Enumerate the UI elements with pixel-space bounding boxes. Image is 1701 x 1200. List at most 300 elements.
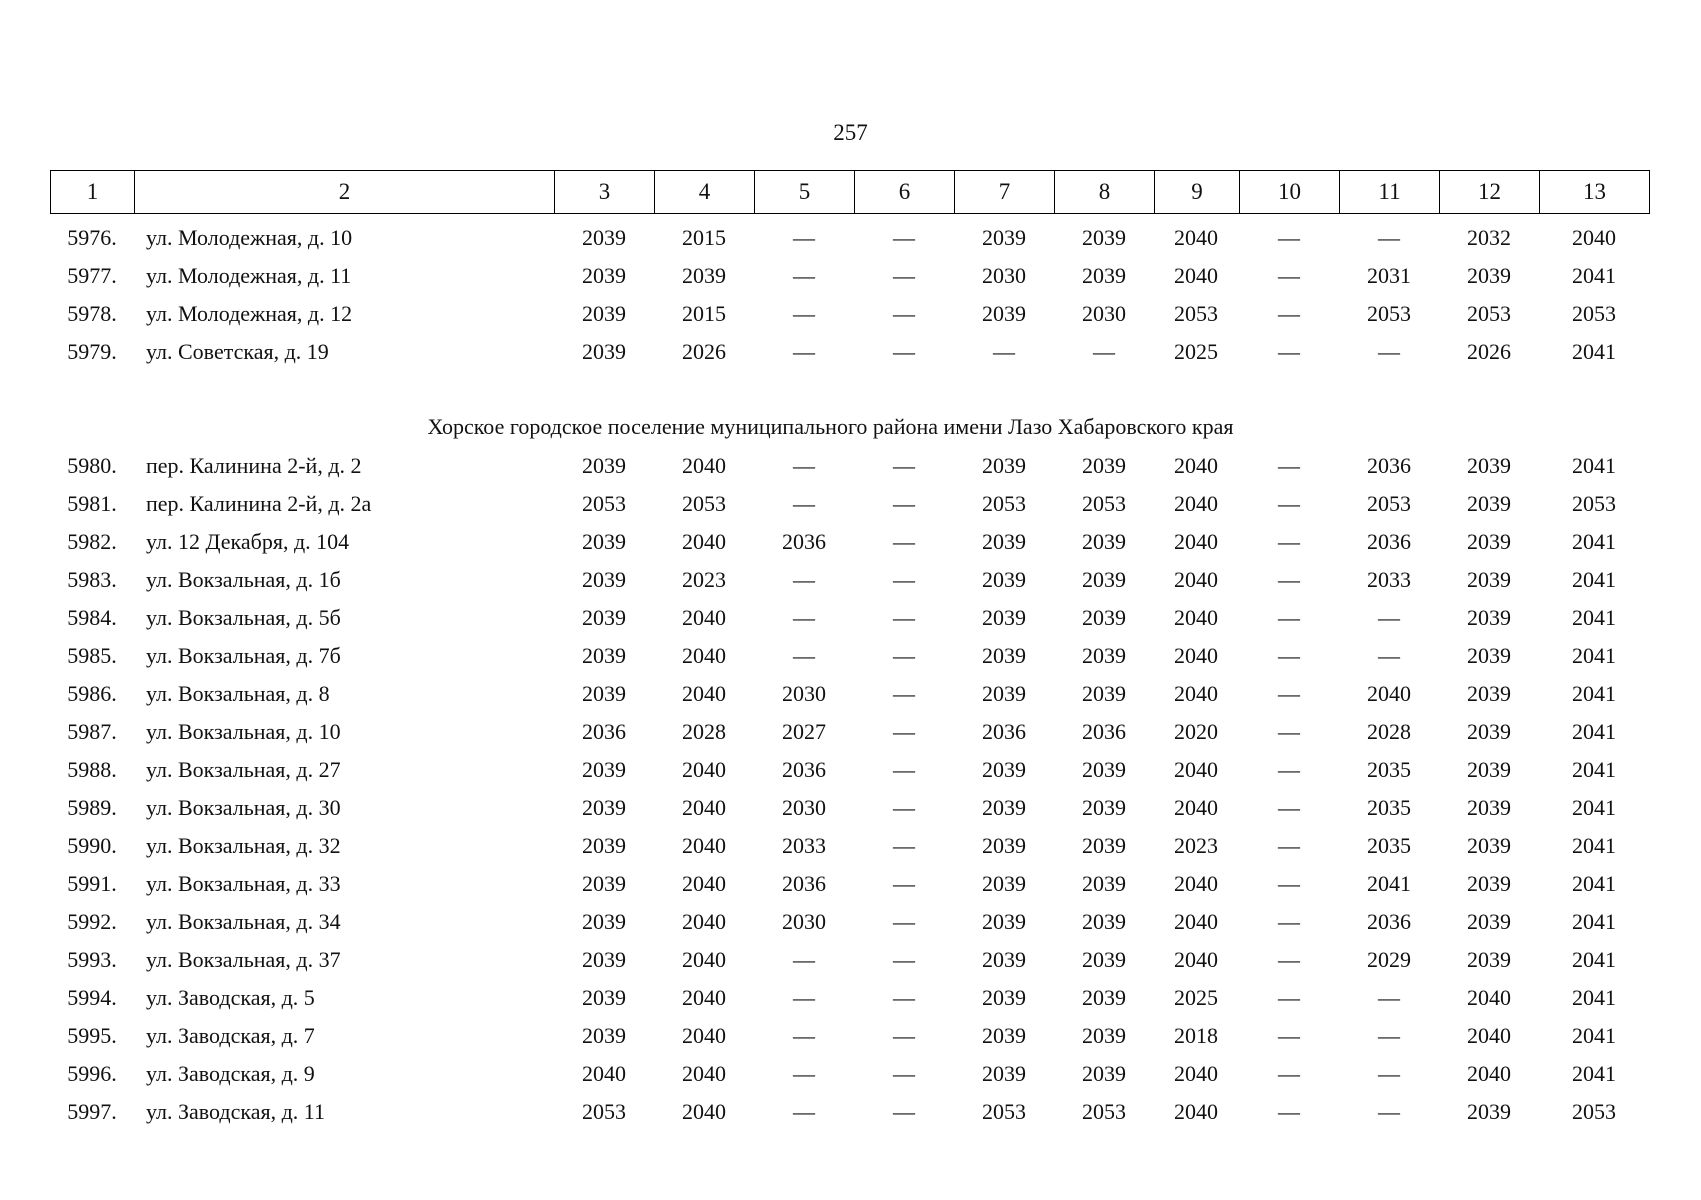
row-value-col-7: 2036: [982, 719, 1026, 744]
row-value-col-13: 2041: [1572, 339, 1616, 364]
row-value-col-3: 2039: [582, 567, 626, 592]
table-row: [0, 296, 1701, 332]
row-value-col-10: —: [1278, 833, 1300, 858]
row-value-col-9: 2040: [1174, 1099, 1218, 1124]
table-header-row: [50, 170, 1650, 214]
row-value-col-6: —: [893, 909, 915, 934]
row-number: 5995.: [67, 1023, 117, 1048]
row-address: ул. Заводская, д. 9: [146, 1061, 315, 1086]
table-row: [0, 1056, 1701, 1092]
row-value-col-4: 2040: [682, 643, 726, 668]
row-address: ул. Вокзальная, д. 27: [146, 757, 341, 782]
row-value-col-8: 2039: [1082, 567, 1126, 592]
table-row: [0, 866, 1701, 902]
row-value-col-6: —: [893, 225, 915, 250]
row-value-col-9: 2040: [1174, 681, 1218, 706]
row-value-col-5: —: [793, 339, 815, 364]
row-value-col-6: —: [893, 833, 915, 858]
header-col-5: 5: [755, 171, 855, 213]
row-value-col-4: 2040: [682, 757, 726, 782]
row-value-col-12: 2039: [1467, 719, 1511, 744]
table-row: [0, 790, 1701, 826]
row-value-col-12: 2039: [1467, 795, 1511, 820]
row-address: ул. Молодежная, д. 12: [146, 301, 353, 326]
table-row: [0, 904, 1701, 940]
table-row: [0, 714, 1701, 750]
row-value-col-7: 2039: [982, 681, 1026, 706]
row-value-col-3: 2039: [582, 909, 626, 934]
row-value-col-5: —: [793, 1099, 815, 1124]
row-value-col-13: 2041: [1572, 1023, 1616, 1048]
table-row: [0, 334, 1701, 370]
header-col-1: 1: [51, 171, 135, 213]
row-value-col-10: —: [1278, 985, 1300, 1010]
row-value-col-5: —: [793, 453, 815, 478]
row-value-col-9: 2040: [1174, 795, 1218, 820]
row-value-col-9: 2040: [1174, 225, 1218, 250]
row-value-col-9: 2040: [1174, 1061, 1218, 1086]
row-number: 5984.: [67, 605, 117, 630]
row-value-col-7: 2053: [982, 1099, 1026, 1124]
row-value-col-13: 2041: [1572, 567, 1616, 592]
row-value-col-12: 2039: [1467, 947, 1511, 972]
row-number: 5981.: [67, 491, 117, 516]
row-value-col-12: 2032: [1467, 225, 1511, 250]
row-value-col-11: 2041: [1367, 871, 1411, 896]
section-title: Хорское городское поселение муниципального района имени Лазо Хабаровского края: [427, 414, 1234, 439]
row-value-col-12: 2026: [1467, 339, 1511, 364]
row-value-col-12: 2039: [1467, 871, 1511, 896]
row-value-col-3: 2053: [582, 1099, 626, 1124]
row-value-col-12: 2039: [1467, 1099, 1511, 1124]
header-col-12: 12: [1440, 171, 1540, 213]
row-value-col-4: 2039: [682, 263, 726, 288]
row-value-col-13: 2041: [1572, 681, 1616, 706]
row-value-col-13: 2041: [1572, 757, 1616, 782]
row-value-col-12: 2039: [1467, 605, 1511, 630]
row-address: ул. Вокзальная, д. 30: [146, 795, 341, 820]
row-value-col-3: 2039: [582, 757, 626, 782]
row-value-col-9: 2040: [1174, 605, 1218, 630]
row-value-col-8: 2030: [1082, 301, 1126, 326]
row-value-col-6: —: [893, 947, 915, 972]
row-value-col-8: 2039: [1082, 453, 1126, 478]
row-value-col-4: 2040: [682, 947, 726, 972]
row-value-col-11: —: [1378, 643, 1400, 668]
row-address: ул. Советская, д. 19: [146, 339, 329, 364]
row-value-col-5: 2036: [782, 529, 826, 554]
row-value-col-11: 2053: [1367, 301, 1411, 326]
row-number: 5987.: [67, 719, 117, 744]
row-address: ул. Вокзальная, д. 5б: [146, 605, 341, 630]
table-row: [0, 220, 1701, 256]
row-number: 5986.: [67, 681, 117, 706]
row-value-col-13: 2041: [1572, 871, 1616, 896]
row-number: 5993.: [67, 947, 117, 972]
row-value-col-13: 2041: [1572, 605, 1616, 630]
row-value-col-9: 2040: [1174, 567, 1218, 592]
row-value-col-9: 2040: [1174, 909, 1218, 934]
row-value-col-9: 2040: [1174, 871, 1218, 896]
row-value-col-3: 2039: [582, 225, 626, 250]
row-value-col-4: 2040: [682, 985, 726, 1010]
row-number: 5976.: [67, 225, 117, 250]
row-value-col-8: 2039: [1082, 833, 1126, 858]
table-row: [0, 258, 1701, 294]
table-row: [0, 1018, 1701, 1054]
row-address: ул. Молодежная, д. 11: [146, 263, 352, 288]
row-value-col-6: —: [893, 643, 915, 668]
row-number: 5980.: [67, 453, 117, 478]
row-value-col-11: —: [1378, 339, 1400, 364]
row-value-col-13: 2053: [1572, 491, 1616, 516]
row-value-col-3: 2039: [582, 871, 626, 896]
row-value-col-11: 2028: [1367, 719, 1411, 744]
row-address: ул. Вокзальная, д. 33: [146, 871, 341, 896]
header-col-4: 4: [655, 171, 755, 213]
row-value-col-10: —: [1278, 1061, 1300, 1086]
row-value-col-5: —: [793, 985, 815, 1010]
row-value-col-12: 2039: [1467, 263, 1511, 288]
row-address: пер. Калинина 2-й, д. 2а: [146, 491, 372, 516]
row-value-col-11: 2035: [1367, 757, 1411, 782]
row-number: 5990.: [67, 833, 117, 858]
row-number: 5992.: [67, 909, 117, 934]
row-value-col-8: 2053: [1082, 491, 1126, 516]
row-address: ул. Заводская, д. 7: [146, 1023, 315, 1048]
row-value-col-3: 2039: [582, 1023, 626, 1048]
row-value-col-9: 2040: [1174, 757, 1218, 782]
row-value-col-10: —: [1278, 453, 1300, 478]
row-number: 5996.: [67, 1061, 117, 1086]
row-value-col-8: 2039: [1082, 947, 1126, 972]
row-value-col-6: —: [893, 871, 915, 896]
row-value-col-8: 2039: [1082, 795, 1126, 820]
row-value-col-13: 2041: [1572, 833, 1616, 858]
row-value-col-8: 2039: [1082, 263, 1126, 288]
row-value-col-6: —: [893, 1061, 915, 1086]
row-value-col-6: —: [893, 1099, 915, 1124]
row-value-col-7: 2039: [982, 301, 1026, 326]
row-value-col-5: —: [793, 301, 815, 326]
row-value-col-4: 2053: [682, 491, 726, 516]
row-value-col-8: 2039: [1082, 909, 1126, 934]
row-value-col-8: 2039: [1082, 985, 1126, 1010]
row-value-col-5: 2036: [782, 757, 826, 782]
row-value-col-5: 2036: [782, 871, 826, 896]
row-value-col-5: 2033: [782, 833, 826, 858]
table-row: [0, 638, 1701, 674]
row-value-col-12: 2039: [1467, 833, 1511, 858]
row-value-col-8: 2039: [1082, 605, 1126, 630]
row-address: ул. Вокзальная, д. 10: [146, 719, 341, 744]
row-address: ул. Вокзальная, д. 34: [146, 909, 341, 934]
row-value-col-4: 2040: [682, 795, 726, 820]
row-value-col-7: 2039: [982, 871, 1026, 896]
row-value-col-13: 2041: [1572, 719, 1616, 744]
row-value-col-12: 2039: [1467, 643, 1511, 668]
row-value-col-5: —: [793, 491, 815, 516]
row-value-col-4: 2040: [682, 1023, 726, 1048]
header-col-11: 11: [1340, 171, 1440, 213]
row-number: 5979.: [67, 339, 117, 364]
row-value-col-5: —: [793, 643, 815, 668]
row-value-col-6: —: [893, 681, 915, 706]
row-value-col-8: 2036: [1082, 719, 1126, 744]
header-col-8: 8: [1055, 171, 1155, 213]
row-value-col-11: —: [1378, 225, 1400, 250]
row-value-col-9: 2040: [1174, 453, 1218, 478]
row-value-col-11: —: [1378, 1061, 1400, 1086]
table-row: [0, 676, 1701, 712]
row-value-col-4: 2026: [682, 339, 726, 364]
row-value-col-8: 2039: [1082, 757, 1126, 782]
row-value-col-12: 2039: [1467, 681, 1511, 706]
row-value-col-4: 2040: [682, 681, 726, 706]
row-value-col-11: 2036: [1367, 909, 1411, 934]
row-value-col-13: 2041: [1572, 1061, 1616, 1086]
row-value-col-4: 2040: [682, 605, 726, 630]
row-value-col-11: 2053: [1367, 491, 1411, 516]
row-value-col-4: 2015: [682, 301, 726, 326]
row-value-col-6: —: [893, 795, 915, 820]
row-address: ул. Молодежная, д. 10: [146, 225, 353, 250]
row-value-col-7: 2039: [982, 643, 1026, 668]
row-value-col-13: 2041: [1572, 795, 1616, 820]
row-value-col-12: 2040: [1467, 1023, 1511, 1048]
row-number: 5988.: [67, 757, 117, 782]
row-value-col-5: —: [793, 225, 815, 250]
table-row: [0, 828, 1701, 864]
row-value-col-4: 2040: [682, 453, 726, 478]
row-value-col-13: 2053: [1572, 1099, 1616, 1124]
row-value-col-12: 2040: [1467, 985, 1511, 1010]
row-value-col-10: —: [1278, 871, 1300, 896]
row-value-col-7: 2039: [982, 1023, 1026, 1048]
row-address: ул. Вокзальная, д. 37: [146, 947, 341, 972]
row-value-col-7: 2030: [982, 263, 1026, 288]
row-value-col-10: —: [1278, 529, 1300, 554]
row-address: ул. Вокзальная, д. 8: [146, 681, 330, 706]
row-value-col-11: 2031: [1367, 263, 1411, 288]
row-value-col-7: 2039: [982, 947, 1026, 972]
row-value-col-6: —: [893, 453, 915, 478]
row-value-col-10: —: [1278, 263, 1300, 288]
row-value-col-6: —: [893, 263, 915, 288]
row-value-col-6: —: [893, 719, 915, 744]
row-value-col-7: 2039: [982, 529, 1026, 554]
row-address: ул. Заводская, д. 5: [146, 985, 315, 1010]
row-value-col-7: 2039: [982, 985, 1026, 1010]
row-value-col-10: —: [1278, 567, 1300, 592]
row-value-col-5: —: [793, 263, 815, 288]
row-value-col-12: 2040: [1467, 1061, 1511, 1086]
row-address: ул. 12 Декабря, д. 104: [146, 529, 350, 554]
header-col-3: 3: [555, 171, 655, 213]
row-value-col-7: 2053: [982, 491, 1026, 516]
row-value-col-3: 2039: [582, 529, 626, 554]
row-value-col-13: 2041: [1572, 529, 1616, 554]
row-value-col-11: 2036: [1367, 529, 1411, 554]
row-value-col-9: 2040: [1174, 947, 1218, 972]
row-value-col-6: —: [893, 1023, 915, 1048]
row-value-col-8: 2039: [1082, 529, 1126, 554]
row-value-col-5: —: [793, 1023, 815, 1048]
row-value-col-11: 2035: [1367, 795, 1411, 820]
row-value-col-4: 2015: [682, 225, 726, 250]
row-number: 5994.: [67, 985, 117, 1010]
row-value-col-5: 2027: [782, 719, 826, 744]
row-value-col-3: 2039: [582, 947, 626, 972]
row-value-col-9: 2025: [1174, 339, 1218, 364]
row-value-col-7: 2039: [982, 757, 1026, 782]
table-row: [0, 600, 1701, 636]
row-value-col-6: —: [893, 757, 915, 782]
row-value-col-3: 2039: [582, 453, 626, 478]
row-value-col-11: —: [1378, 985, 1400, 1010]
row-value-col-6: —: [893, 301, 915, 326]
row-value-col-3: 2039: [582, 795, 626, 820]
row-value-col-7: 2039: [982, 225, 1026, 250]
row-value-col-4: 2040: [682, 909, 726, 934]
row-value-col-8: 2039: [1082, 225, 1126, 250]
row-value-col-3: 2039: [582, 643, 626, 668]
header-col-2: 2: [135, 171, 555, 213]
row-value-col-9: 2053: [1174, 301, 1218, 326]
row-value-col-13: 2040: [1572, 225, 1616, 250]
row-value-col-3: 2053: [582, 491, 626, 516]
row-address: ул. Вокзальная, д. 1б: [146, 567, 341, 592]
row-value-col-7: 2039: [982, 1061, 1026, 1086]
row-value-col-10: —: [1278, 491, 1300, 516]
row-number: 5982.: [67, 529, 117, 554]
row-value-col-4: 2040: [682, 871, 726, 896]
row-value-col-12: 2039: [1467, 567, 1511, 592]
row-value-col-13: 2053: [1572, 301, 1616, 326]
row-value-col-11: 2033: [1367, 567, 1411, 592]
row-value-col-9: 2040: [1174, 263, 1218, 288]
row-value-col-10: —: [1278, 681, 1300, 706]
row-value-col-12: 2039: [1467, 453, 1511, 478]
table-row: [0, 524, 1701, 560]
row-value-col-11: 2036: [1367, 453, 1411, 478]
row-value-col-10: —: [1278, 339, 1300, 364]
row-value-col-5: 2030: [782, 909, 826, 934]
row-value-col-3: 2040: [582, 1061, 626, 1086]
row-value-col-6: —: [893, 491, 915, 516]
row-value-col-12: 2039: [1467, 529, 1511, 554]
row-value-col-4: 2040: [682, 1099, 726, 1124]
row-value-col-11: 2029: [1367, 947, 1411, 972]
row-value-col-8: —: [1093, 339, 1115, 364]
row-value-col-10: —: [1278, 605, 1300, 630]
row-value-col-3: 2039: [582, 339, 626, 364]
table-row: [0, 752, 1701, 788]
row-value-col-13: 2041: [1572, 453, 1616, 478]
row-value-col-5: —: [793, 605, 815, 630]
row-value-col-5: 2030: [782, 681, 826, 706]
row-value-col-7: 2039: [982, 833, 1026, 858]
row-value-col-10: —: [1278, 795, 1300, 820]
row-value-col-8: 2039: [1082, 871, 1126, 896]
row-value-col-5: —: [793, 947, 815, 972]
row-value-col-7: 2039: [982, 795, 1026, 820]
row-value-col-10: —: [1278, 301, 1300, 326]
table-row: [0, 942, 1701, 978]
row-value-col-4: 2028: [682, 719, 726, 744]
row-value-col-13: 2041: [1572, 263, 1616, 288]
row-value-col-3: 2039: [582, 985, 626, 1010]
row-value-col-6: —: [893, 529, 915, 554]
row-value-col-7: 2039: [982, 909, 1026, 934]
row-value-col-4: 2040: [682, 1061, 726, 1086]
row-value-col-3: 2039: [582, 833, 626, 858]
row-value-col-12: 2039: [1467, 491, 1511, 516]
row-value-col-12: 2039: [1467, 909, 1511, 934]
row-value-col-10: —: [1278, 225, 1300, 250]
row-value-col-8: 2039: [1082, 1023, 1126, 1048]
row-value-col-4: 2040: [682, 529, 726, 554]
row-value-col-9: 2018: [1174, 1023, 1218, 1048]
page-number: 257: [833, 120, 868, 145]
row-value-col-6: —: [893, 605, 915, 630]
row-value-col-8: 2053: [1082, 1099, 1126, 1124]
row-value-col-10: —: [1278, 757, 1300, 782]
row-value-col-5: —: [793, 1061, 815, 1086]
row-value-col-4: 2023: [682, 567, 726, 592]
row-number: 5978.: [67, 301, 117, 326]
row-value-col-13: 2041: [1572, 985, 1616, 1010]
row-value-col-9: 2020: [1174, 719, 1218, 744]
row-value-col-5: —: [793, 567, 815, 592]
row-value-col-11: 2040: [1367, 681, 1411, 706]
row-value-col-9: 2040: [1174, 529, 1218, 554]
row-value-col-8: 2039: [1082, 643, 1126, 668]
row-value-col-7: 2039: [982, 453, 1026, 478]
row-value-col-6: —: [893, 985, 915, 1010]
row-number: 5991.: [67, 871, 117, 896]
header-col-9: 9: [1155, 171, 1240, 213]
table-row: [0, 1094, 1701, 1130]
row-value-col-3: 2039: [582, 301, 626, 326]
row-value-col-11: —: [1378, 1099, 1400, 1124]
row-address: пер. Калинина 2-й, д. 2: [146, 453, 362, 478]
row-value-col-10: —: [1278, 1023, 1300, 1048]
row-value-col-12: 2053: [1467, 301, 1511, 326]
row-value-col-9: 2025: [1174, 985, 1218, 1010]
row-value-col-8: 2039: [1082, 1061, 1126, 1086]
row-value-col-11: 2035: [1367, 833, 1411, 858]
row-number: 5989.: [67, 795, 117, 820]
row-value-col-10: —: [1278, 947, 1300, 972]
row-value-col-10: —: [1278, 643, 1300, 668]
table-row: [0, 448, 1701, 484]
row-value-col-3: 2039: [582, 681, 626, 706]
row-value-col-3: 2039: [582, 263, 626, 288]
row-value-col-3: 2039: [582, 605, 626, 630]
row-value-col-7: —: [993, 339, 1015, 364]
header-col-6: 6: [855, 171, 955, 213]
row-number: 5977.: [67, 263, 117, 288]
row-value-col-13: 2041: [1572, 947, 1616, 972]
row-address: ул. Вокзальная, д. 7б: [146, 643, 341, 668]
row-value-col-10: —: [1278, 909, 1300, 934]
header-col-7: 7: [955, 171, 1055, 213]
row-value-col-10: —: [1278, 719, 1300, 744]
table-row: [0, 980, 1701, 1016]
row-value-col-9: 2040: [1174, 491, 1218, 516]
row-value-col-6: —: [893, 339, 915, 364]
